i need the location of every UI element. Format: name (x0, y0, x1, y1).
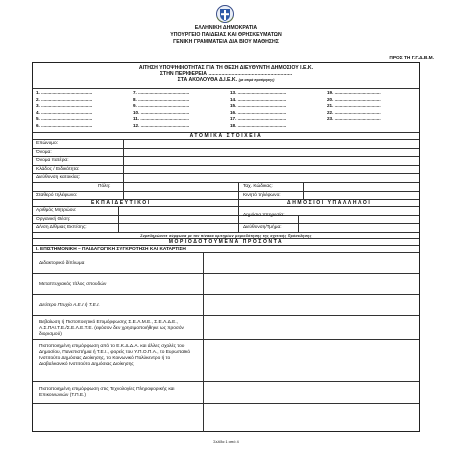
preference-column-3[interactable]: 13. ...................................... 14. ...................................... 15. ...................................... 16. ...................................... 17. ...................................... 18. ...................................... (230, 90, 287, 128)
qual-second-degree[interactable]: Δεύτερο Πτυχίο Α.Ε.Ι ή Τ.Ε.Ι. (33, 295, 419, 316)
personal-section-title: ΑΤΟΜΙΚΑ ΣΤΟΙΧΕΙΑ (33, 133, 419, 140)
qual-doctorate[interactable]: Διδακτορικό δίπλωμα (33, 253, 419, 274)
phones-row[interactable] (33, 192, 419, 201)
qual-training-certificate[interactable]: Βεβαίωση ή Πιστοποιητικό Επιμόρφωσης Σ.Ε.Λ.Μ.Ε., Σ.Ε.Λ.Δ.Ε., Α.Σ.ΠΑΙ.Τ.Ε./Σ.Ε.Λ.Ε.Τ.Ε. (εφόσον δεν χρησιμοποιήθηκε ως προσόν διορισμού) (33, 316, 419, 340)
address-field[interactable]: Διεύθυνση κατοικίας: (33, 174, 419, 183)
postcode-label: Ταχ. Κώδικας: (243, 184, 273, 189)
header-ministry: ΥΠΟΥΡΓΕΙΟ ΠΑΙΔΕΙΑΣ ΚΑΙ ΘΡΗΣΚΕΥΜΑΤΩΝ (170, 32, 282, 38)
page-number: Σελίδα 1 από 4 (213, 440, 239, 444)
form-title-line3: ΣΤΑ ΑΚΟΛΟΥΘΑ Δ.Ι.Ε.Κ. (με σειρά προτίμησης) (177, 76, 275, 83)
qual-public-admin-training[interactable]: Πιστοποιημένη επιμόρφωση από το Ε.Κ.Δ.Δ.Α. και άλλες σχολές του Δημοσίου, Πανεπιστήμια ή Τ.Ε.Ι., φορείς του Υ.Π.Ο.Π.Α., το Ευρωπαϊκό Ινστιτούτο Δημόσιας Διοίκησης, το Κοινωνικό Πολύκεντρο ή το Διαβαλκανικό Ινστιτούτο Δημόσιας Διοίκησης (33, 340, 419, 382)
registry-row[interactable]: Αριθμός Μητρώου: (33, 207, 419, 216)
header-country: ΕΛΛΗΝΙΚΗ ΔΗΜΟΚΡΑΤΙΑ (194, 25, 258, 31)
father-name-field[interactable]: Όνομα πατέρα: (33, 157, 419, 166)
scoring-note: Συμπληρώνετε σύμφωνα με τον πίνακα κριτηρίων μοριοδότησης της σχετικής Πρόσκλησης (33, 233, 419, 239)
employment-section-titles (33, 200, 419, 207)
directorate-row[interactable]: Δ/νση Δ/θμιας Εκπ/σης: Διεύθυνση/Τμήμα: (33, 224, 419, 233)
preference-column-1[interactable]: 1. ........................................ 2. ........................................ 3. ........................................ 4. ........................................ 5. ........................................ 6. ........................................ (36, 90, 93, 128)
position-row[interactable]: Οργανική Θέση: Δημόσια Υπηρεσία: (33, 216, 419, 225)
greek-emblem-icon (214, 4, 236, 24)
form-title (33, 63, 419, 89)
city-label: Πόλη: (98, 184, 111, 189)
name-field[interactable]: Όνομα: (33, 149, 419, 158)
form-title-line1: ΑΙΤΗΣΗ ΥΠΟΨΗΦΙΟΤΗΤΑΣ ΓΙΑ ΤΗ ΘΕΣΗ ΔΙΕΥΘΥΝΤΗ ΔΗΜΟΣΙΟΥ Ι.Ε.Κ. (138, 64, 314, 71)
landline-label: Σταθερό τηλέφωνο: (36, 192, 78, 198)
teachers-title: ΕΚΠΑΙΔΕΥΤΙΚΟΙ (91, 200, 151, 207)
civil-servants-title: ΔΗΜΟΣΙΟΙ ΥΠΑΛΛΗΛΟΙ (287, 200, 372, 207)
qual-masters[interactable]: Μεταπτυχιακός τίτλος σπουδών (33, 274, 419, 295)
form-title-line2[interactable]: ΣΤΗΝ ΠΕΡΙΦΕΡΕΙΑ .......................................................... (159, 70, 293, 77)
recipient-label: ΠΡΟΣ ΤΗ Γ.Γ.Δ.Β.Μ. (389, 56, 434, 61)
qualifications-section-title: ΜΟΡΙΟΔΟΤΟΥΜΕΝΑ ΠΡΟΣΟΝΤΑ (33, 239, 419, 246)
preference-column-2[interactable]: 7. ........................................ 8. ........................................ 9. ........................................ 10. ...................................... 11. ...................................... 12. ...................................... (133, 90, 190, 128)
preference-grid (36, 90, 420, 132)
form-box (32, 62, 420, 432)
surname-field[interactable]: Επώνυμο: (33, 140, 419, 149)
city-postcode-row[interactable] (33, 183, 419, 192)
header-secretariat: ΓΕΝΙΚΗ ΓΡΑΜΜΑΤΕΙΑ ΔΙΑ ΒΙΟΥ ΜΑΘΗΣΗΣ (173, 39, 279, 45)
public-service-label: Δημόσια Υπηρεσία: (243, 212, 285, 218)
qual-ict-training[interactable]: Πιστοποιημένη επιμόρφωση στις Τεχνολογίες Πληροφορικής και Επικοινωνιών (Τ.Π.Ε.) (33, 382, 419, 404)
qual-blank-row[interactable] (33, 404, 419, 432)
mobile-label: Κινητό τηλέφωνο: (243, 192, 281, 198)
department-label: Διεύθυνση/Τμήμα: (243, 225, 282, 231)
branch-field[interactable]: Κλάδος / Ειδικότητα: (33, 166, 419, 175)
qualifications-subtitle: Ι. ΕΠΙΣΤΗΜΟΝΙΚΗ – ΠΑΙΔΑΓΩΓΙΚΗ ΣΥΓΚΡΟΤΗΣΗ ΚΑΙ ΚΑΤΑΡΤΙΣΗ (33, 246, 419, 253)
preference-column-4[interactable]: 19. .................................... 20. .................................... 21. .................................... 22. .................................... 23. .................................... (327, 90, 381, 122)
